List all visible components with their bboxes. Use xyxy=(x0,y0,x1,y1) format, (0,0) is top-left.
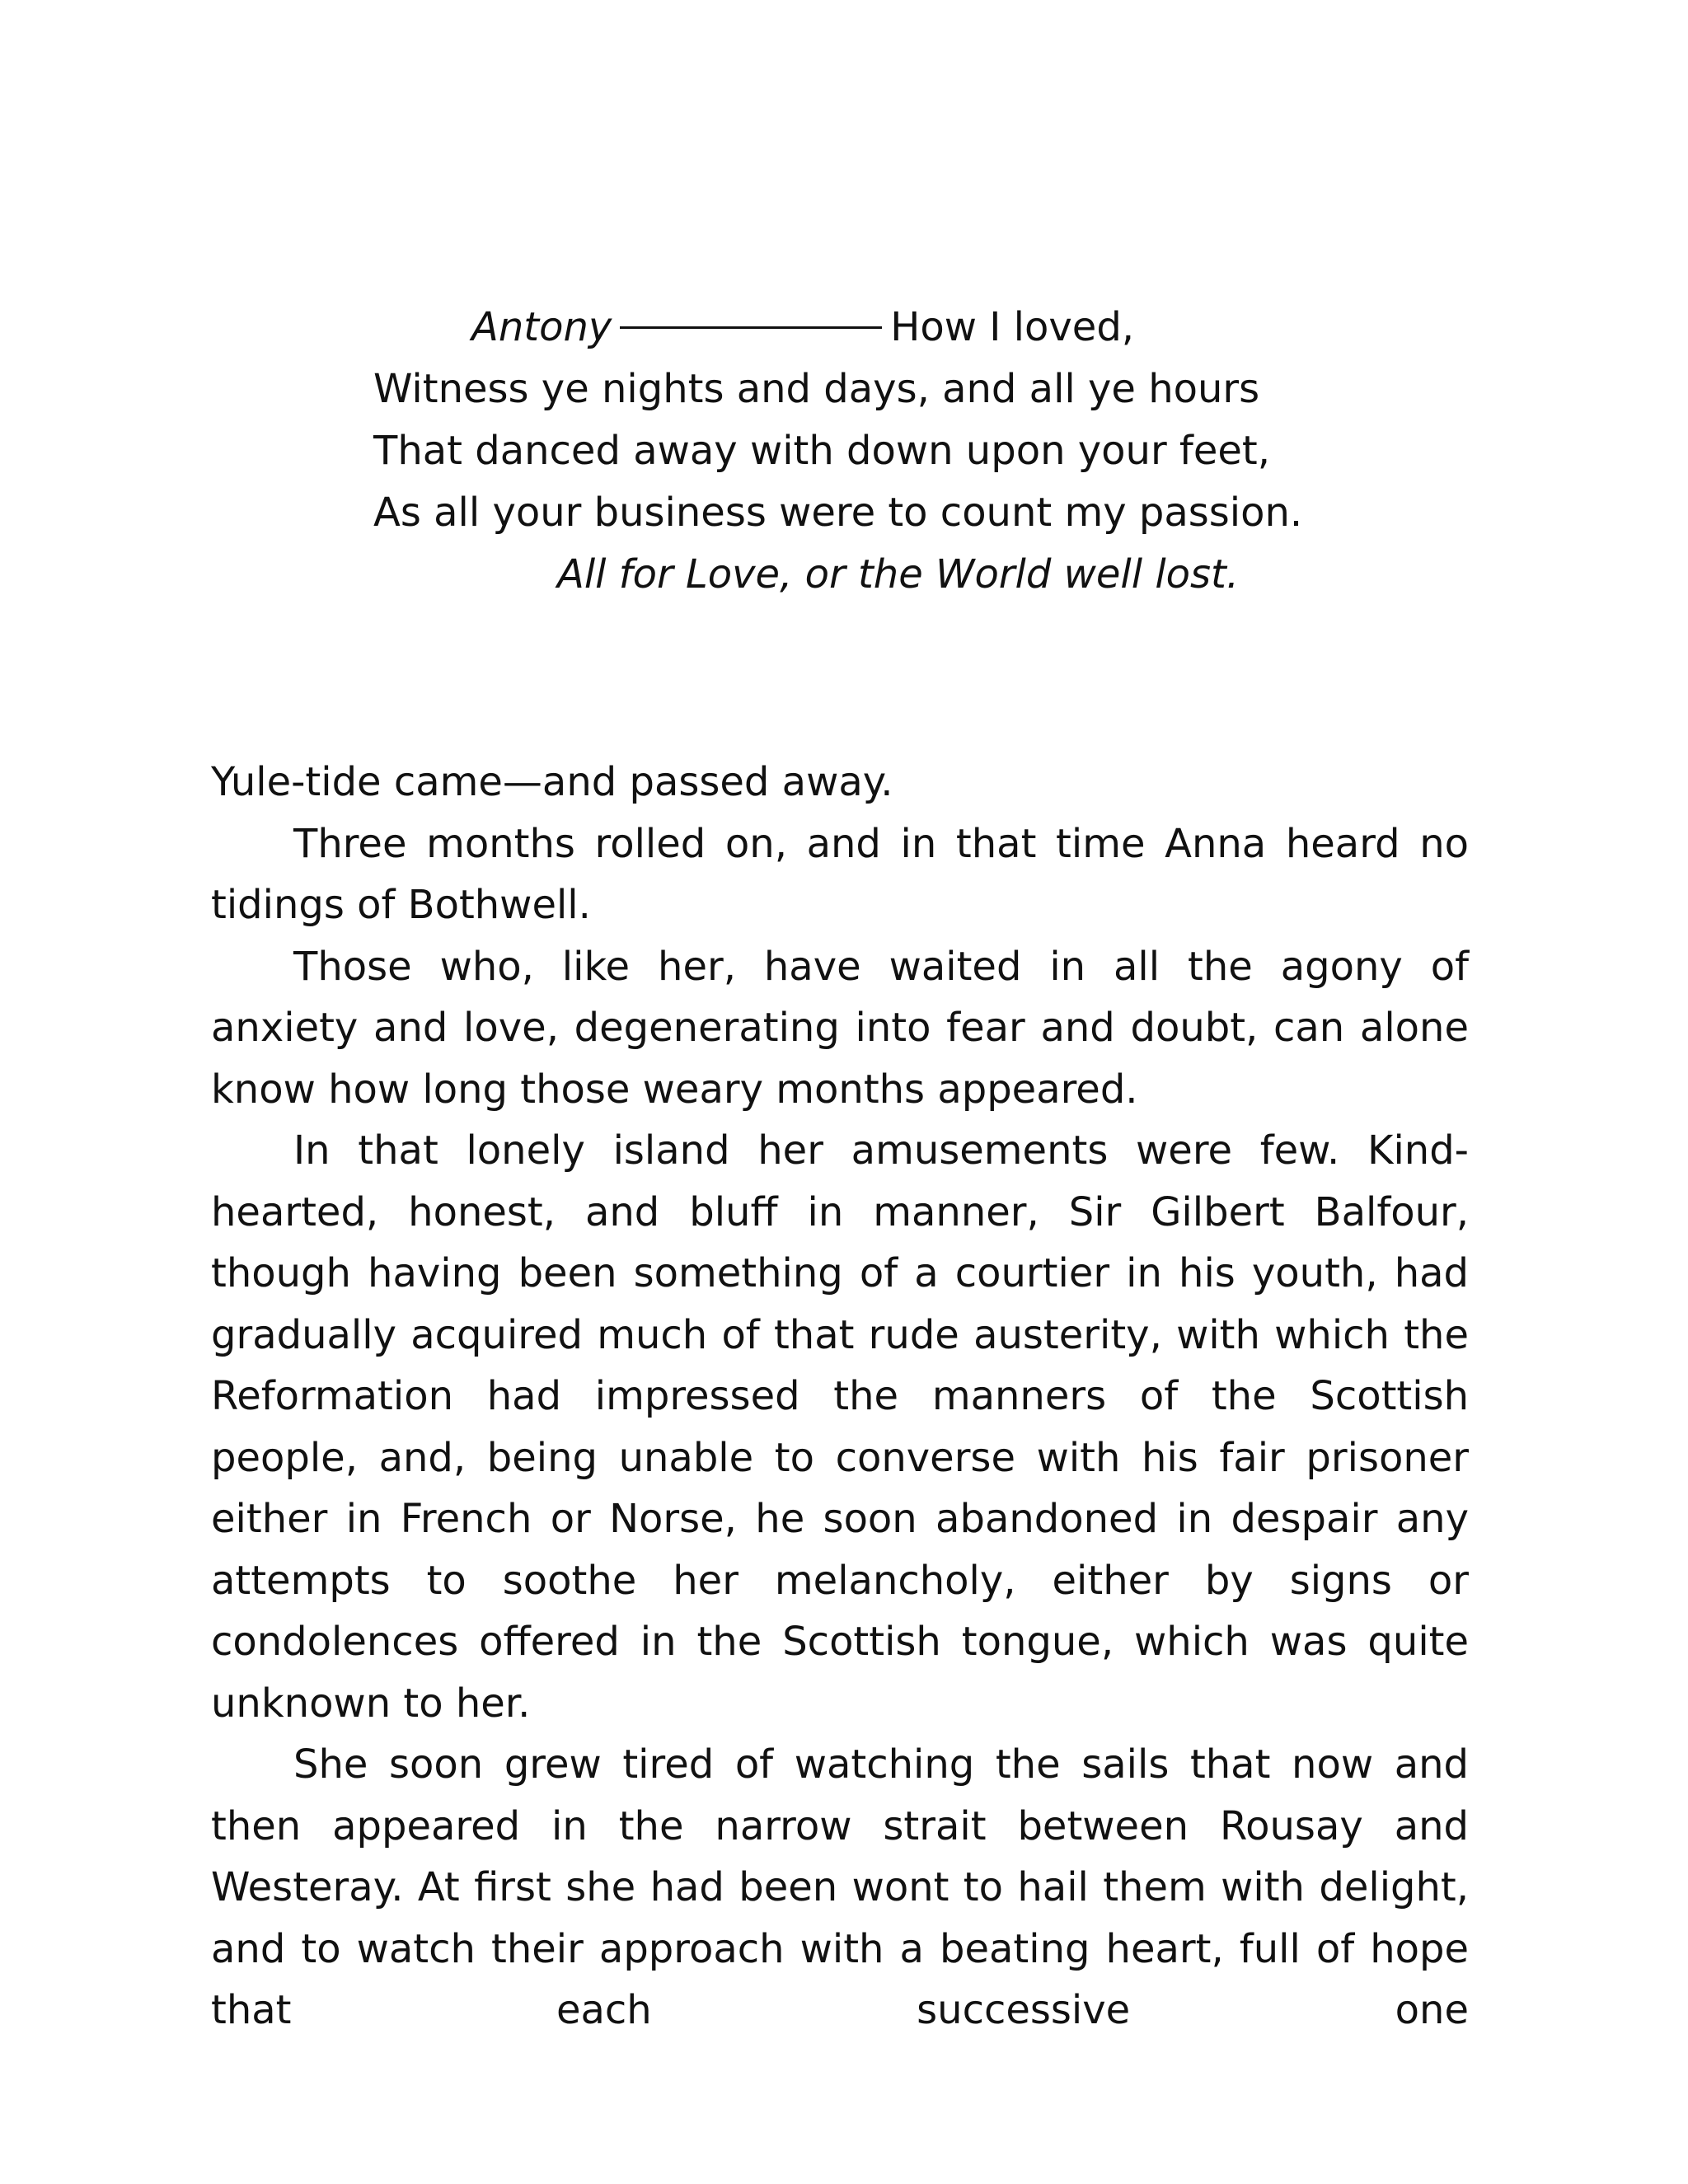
epigraph-line-1 xyxy=(471,297,1134,359)
paragraph-5: She soon grew tired of watching the sails that now and then appeared in the narrow strait between Rousay and Westeray. At first she had been wont to hail them with delight, and to watch their approach with a beating heart, full of hope that each successive one xyxy=(211,1741,1469,2033)
paragraph-1: Yule-tide came—and passed away. xyxy=(211,759,893,805)
paragraph-4: In that lonely island her amusements were few. Kind-hearted, honest, and bluff in manner, Sir Gilbert Balfour, though having been something of a courtier in his youth, had gradually acquired much of that rude austerity, with which the Reformation had impressed the manners of the Scottish people, and, being unable to converse with his fair prisoner either in French or Norse, he soon abandoned in despair any attempts to soothe her melancholy, either by signs or condolences offered in the Scottish tongue, which was quite unknown to her. xyxy=(211,1127,1469,1727)
epigraph-line-4: As all your business were to count my passion. xyxy=(373,490,1303,536)
epigraph-line-2: Witness ye nights and days, and all ye hours xyxy=(373,366,1260,412)
epigraph-line-3: That danced away with down upon your feet, xyxy=(373,428,1270,474)
epigraph-line-1-text: How I loved, xyxy=(890,304,1135,350)
paragraph-2: Three months rolled on, and in that time Anna heard no tidings of Bothwell. xyxy=(211,820,1469,928)
epigraph-dash xyxy=(620,326,882,329)
epigraph-source: All for Love, or the World well lost. xyxy=(557,551,1240,598)
body-text xyxy=(211,752,1469,2041)
paragraph-3: Those who, like her, have waited in all the agony of anxiety and love, degenerating into fear and doubt, can alone know how long those weary months appeared. xyxy=(211,943,1469,1113)
epigraph-speaker: Antony xyxy=(471,304,612,350)
